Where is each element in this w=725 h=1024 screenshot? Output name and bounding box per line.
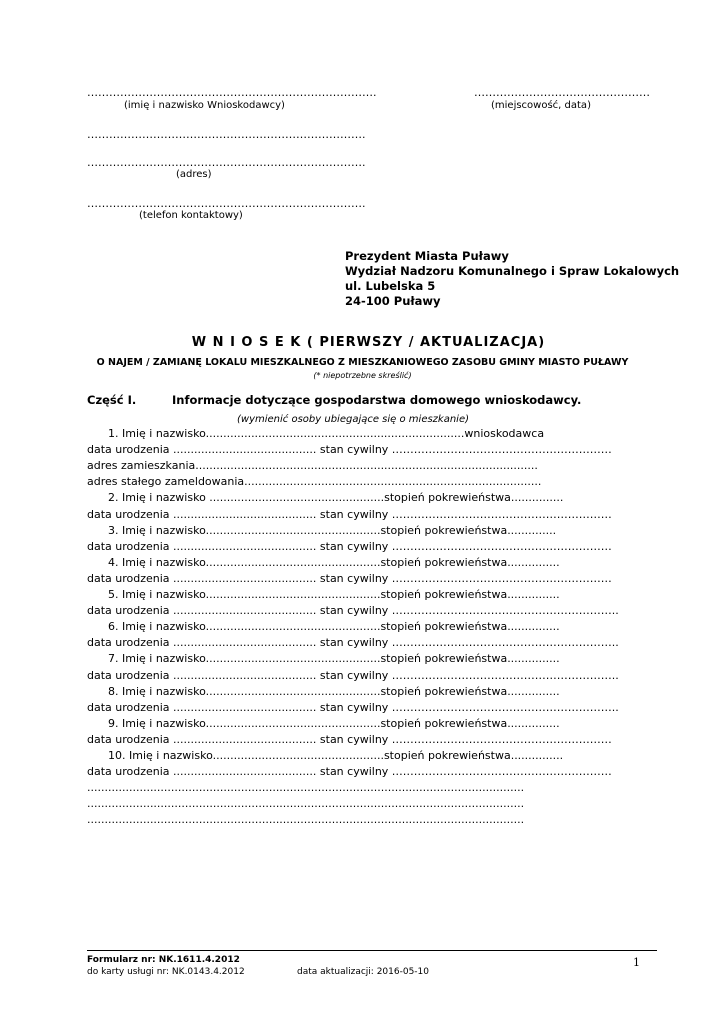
form-row: adres zamieszkania.................................................................................................. bbox=[87, 459, 538, 473]
form-row: 7. Imię i nazwisko..................................................stopień pokrewieństwa............... bbox=[108, 652, 560, 666]
form-title: W N I O S E K ( PIERWSZY / AKTUALIZACJA) bbox=[191, 335, 546, 350]
form-row: data urodzenia ......................................... stan cywilny …………………………………………………… bbox=[87, 732, 612, 746]
recipient-line-1: Prezydent Miasta Puławy bbox=[345, 249, 509, 263]
phone-dots: …………………………………………………………………. bbox=[87, 197, 366, 210]
form-row: data urodzenia ......................................... stan cywilny …………………………………………………….. bbox=[87, 604, 619, 618]
form-row: data urodzenia ......................................... stan cywilny …………………………………………………….. bbox=[87, 636, 619, 650]
form-row: ............................................................................................................................. bbox=[87, 797, 525, 811]
footer-form-number: Formularz nr: NK.1611.4.2012 bbox=[87, 955, 240, 965]
form-row: ............................................................................................................................. bbox=[87, 781, 525, 795]
form-row: ............................................................................................................................. bbox=[87, 813, 525, 827]
form-row: data urodzenia ......................................... stan cywilny …………………………………………………… bbox=[87, 539, 612, 553]
place-date-dots: ………………………………………… bbox=[474, 86, 650, 99]
form-row: 2. Imię i nazwisko ..................................................stopień pokrewieństwa............... bbox=[108, 491, 564, 505]
form-row: 8. Imię i nazwisko..................................................stopień pokrewieństwa............... bbox=[108, 684, 560, 698]
footer-update-date: data aktualizacji: 2016-05-10 bbox=[297, 967, 429, 977]
strike-note: (* niepotrzebne skreślić) bbox=[313, 371, 412, 380]
section-heading: Informacje dotyczące gospodarstwa domowego wnioskodawcy. bbox=[172, 393, 582, 407]
phone-label: (telefon kontaktowy) bbox=[139, 210, 243, 221]
form-subtitle: O NAJEM / ZAMIANĘ LOKALU MIESZKALNEGO Z MIESZKANIOWEGO ZASOBU GMINY MIASTO PUŁAWY bbox=[96, 357, 629, 368]
form-row: data urodzenia ......................................... stan cywilny …………………………………………………….. bbox=[87, 668, 619, 682]
form-row: data urodzenia ......................................... stan cywilny …………………………………………………… bbox=[87, 571, 612, 585]
page-number: 1 bbox=[633, 956, 640, 969]
form-row: 10. Imię i nazwisko.................................................stopień pokrewieństwa............... bbox=[108, 749, 564, 762]
address-dots-2: …………………………………………………………………. bbox=[87, 156, 366, 169]
footer-divider bbox=[87, 950, 657, 951]
section-number: Część I. bbox=[87, 393, 137, 407]
address-dots-1: …………………………………………………………………. bbox=[87, 128, 366, 141]
address-label: (adres) bbox=[176, 169, 212, 180]
place-date-label: (miejscowość, data) bbox=[491, 100, 591, 111]
recipient-line-2: Wydział Nadzoru Komunalnego i Spraw Lokalowych bbox=[345, 264, 680, 278]
form-row: data urodzenia ......................................... stan cywilny …………………………………………………… bbox=[87, 507, 612, 521]
recipient-line-3: ul. Lubelska 5 bbox=[345, 279, 436, 293]
applicant-name-dots: ……………………………………………………………………. bbox=[87, 86, 377, 99]
form-row: 3. Imię i nazwisko..................................................stopień pokrewieństwa.............. bbox=[108, 523, 557, 537]
form-row: data urodzenia ......................................... stan cywilny …………………………………………………… bbox=[87, 765, 612, 779]
applicant-name-label: (imię i nazwisko Wnioskodawcy) bbox=[124, 100, 285, 111]
section-hint: (wymienić osoby ubiegające się o mieszkanie) bbox=[237, 414, 470, 425]
form-row: 5. Imię i nazwisko..................................................stopień pokrewieństwa............... bbox=[108, 588, 560, 601]
footer-card-number: do karty usługi nr: NK.0143.4.2012 bbox=[87, 967, 245, 977]
recipient-line-4: 24-100 Puławy bbox=[345, 294, 441, 308]
form-row: 1. Imię i nazwisko..........................................................................wnioskodawca bbox=[108, 427, 545, 440]
form-row: 4. Imię i nazwisko..................................................stopień pokrewieństwa............... bbox=[108, 555, 560, 569]
form-row: 9. Imię i nazwisko..................................................stopień pokrewieństwa............... bbox=[108, 716, 560, 730]
form-row: adres stałego zameldowania..................................................................................... bbox=[87, 475, 542, 489]
form-row: data urodzenia ......................................... stan cywilny …………………………………………………….. bbox=[87, 700, 619, 714]
form-row: data urodzenia ......................................... stan cywilny …………………………………………………… bbox=[87, 443, 612, 457]
form-row: 6. Imię i nazwisko..................................................stopień pokrewieństwa............... bbox=[108, 620, 560, 634]
